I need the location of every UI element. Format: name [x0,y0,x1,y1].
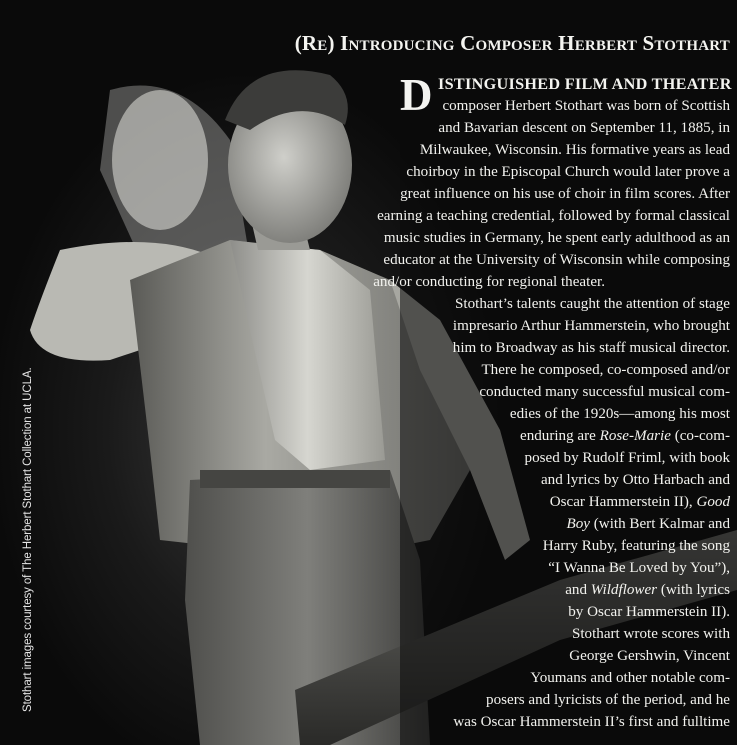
body-text: and [565,582,588,598]
body-text: Oscar Hammerstein II), [549,494,693,510]
title-rose-marie: Rose-Marie [599,428,671,444]
title-good-boy-cont: Boy [566,516,590,532]
body-line [567,513,730,535]
body-line: There he composed, co-composed and/or [481,362,730,378]
body-line: Milwaukee, Wisconsin. His formative years as lead [419,142,730,158]
body-line: him to Broadway as his staff musical director. [452,340,730,356]
body-line: by Oscar Hammerstein II). [568,604,730,620]
body-line: impresario Arthur Hammerstein, who brought [452,318,730,334]
belt [200,470,390,488]
body-text: (with Bert Kalmar and [593,516,730,532]
body-line: Stothart wrote scores with [571,626,730,642]
body-text: enduring are [520,428,596,444]
article-title: (Re) Introducing Composer Herbert Stothart [294,31,730,55]
body-line: music studies in Germany, he spent early adulthood as an [383,230,730,246]
body-line: posers and lyricists of the period, and he [486,692,730,708]
body-line: George Gershwin, Vincent [569,648,730,664]
body-line [520,425,730,447]
body-line: earning a teaching credential, followed by formal classical [377,208,730,224]
lead-in-caps: ISTINGUISHED FILM AND THEATER [438,75,732,93]
body-line: composer Herbert Stothart was born of Scottish [442,98,730,114]
body-line: edies of the 1920s—among his most [509,406,730,422]
body-line: and/or conducting for regional theater. [373,274,605,290]
raised-hand [112,90,208,230]
drop-cap: D [400,70,433,120]
body-line: and lyrics by Otto Harbach and [540,472,730,488]
body-text: (co-com- [674,428,730,444]
title-wildflower: Wildflower [590,582,658,598]
photo-credit: Stothart images courtesy of The Herbert Stothart Collection at UCLA. [22,367,34,712]
body-line [565,579,730,601]
body-line: was Oscar Hammerstein II’s first and fulltime [453,714,730,730]
body-line [550,491,730,513]
body-text: (with lyrics [660,582,730,598]
body-line: Youmans and other notable com- [530,670,730,686]
body-line: great influence on his use of choir in film scores. After [400,186,730,202]
body-line: and Bavarian descent on September 11, 1885, in [438,120,730,136]
body-line: choirboy in the Episcopal Church would later prove a [406,164,730,180]
title-good-boy: Good [696,494,730,510]
body-line: Harry Ruby, featuring the song [542,538,730,554]
body-line: Stothart’s talents caught the attention of stage [455,296,730,312]
body-line: educator at the University of Wisconsin while composing [383,252,730,268]
body-line: posed by Rudolf Friml, with book [524,450,730,466]
body-line: conducted many successful musical com- [479,384,730,400]
body-line: “I Wanna Be Loved by You”), [548,560,730,576]
